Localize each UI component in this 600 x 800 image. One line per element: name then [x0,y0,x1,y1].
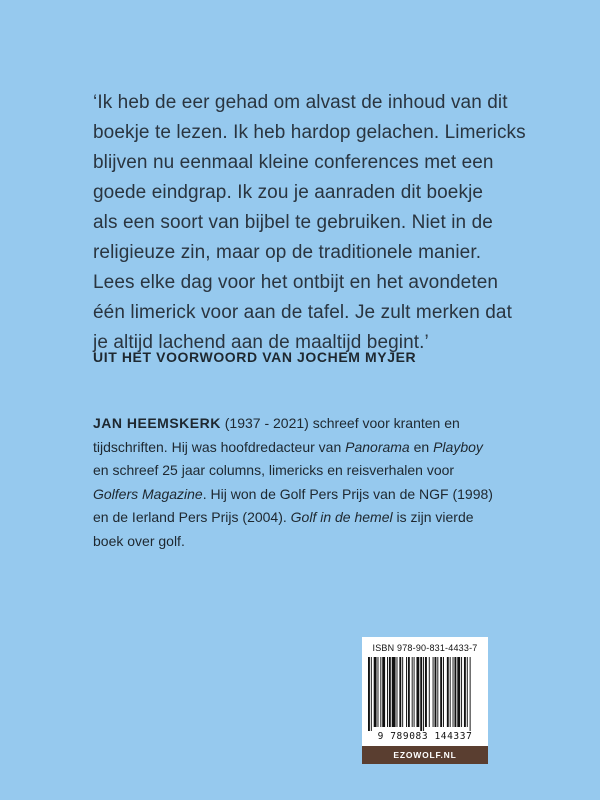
barcode-bar [425,657,427,727]
barcode-bar [397,657,398,727]
book-title: Golf in de hemel [290,509,393,525]
barcode-bar [399,657,401,727]
barcode-bar [423,657,424,731]
publisher-label: EZOWOLF.NL [362,746,488,764]
barcode-bar [447,657,449,727]
bio-line [93,483,533,507]
barcode-bar [389,657,391,727]
barcode-bar [408,657,410,727]
barcode-bar [382,657,385,727]
barcode-bar [412,657,413,727]
barcode-bar [402,657,403,727]
barcode-bar [406,657,407,727]
bio-line: boek over golf. [93,532,185,549]
bio-line [93,412,533,436]
barcode-bar [420,657,422,731]
quote-line: één limerick voor aan de tafel. Je zult merken dat [93,302,512,323]
bio-line [93,506,533,530]
barcode-bar [387,657,388,727]
barcode-bar [392,657,396,727]
barcode-bar [470,657,471,731]
barcode-bars [368,657,482,731]
barcode-bar [454,657,456,727]
barcode-bar [380,657,381,727]
bio-text: is zijn vierde [392,509,474,525]
barcode-bar [435,657,437,727]
barcode-bar [457,657,460,727]
barcode-bar [437,657,438,727]
barcode-bar [416,657,419,727]
barcode-bar [461,657,462,727]
foreword-quote [93,88,553,358]
barcode-bar [414,657,415,727]
bio-text: en de Ierland Pers Prijs (2004). [93,509,291,525]
quote-line: blijven nu eenmaal kleine conferences met een [93,152,494,173]
quote-line: ‘Ik heb de eer gehad om alvast de inhoud van dit [93,92,508,113]
barcode-bar [443,657,444,727]
bio-text: . Hij won de Golf Pers Prijs van de NGF (1998) [202,485,493,502]
quote-attribution: UIT HET VOORWOORD VAN JOCHEM MYJER [93,349,417,365]
quote-line: je altijd lachend aan de maaltijd begint.’ [93,332,429,353]
barcode-bar [429,657,430,727]
isbn-barcode-block [362,637,488,764]
barcode-bar [433,657,434,727]
magazine-title: Panorama [345,438,410,455]
quote-line: boekje te lezen. Ik heb hardop gelachen. Limericks [93,122,526,143]
barcode-bar [467,657,468,727]
quote-line: als een soort van bijbel te gebruiken. Niet in de [93,212,493,233]
barcode-bar [378,657,379,727]
quote-line: goede eindgrap. Ik zou je aanraden dit boekje [93,182,484,203]
bio-text: (1937 - 2021) schreef voor kranten en [220,415,460,431]
barcode-bar [371,657,372,731]
magazine-title: Golfers Magazine [93,485,203,502]
ean-digits: 9 789083 144337 [377,731,473,742]
quote-line: Lees elke dag voor het ontbijt en het avondeten [93,272,499,293]
magazine-title: Playboy [433,438,483,455]
barcode-bar [374,657,377,727]
barcode-bar [440,657,442,727]
bio-text: tijdschriften. Hij was hoofdredacteur van [93,438,346,455]
author-bio [93,412,533,553]
bio-line: en schreef 25 jaar columns, limericks en reisverhalen voor [93,462,455,478]
bio-line [93,436,533,460]
barcode-bar [450,657,451,727]
bio-text: en [409,438,434,455]
barcode-bar [464,657,466,727]
barcode-bar [453,657,454,727]
author-name: JAN HEEMSKERK [93,415,221,431]
isbn-label: ISBN 978-90-831-4433-7 [372,643,478,653]
quote-line: religieuze zin, maar op de traditionele manier. [93,242,482,263]
barcode-bar [368,657,370,731]
